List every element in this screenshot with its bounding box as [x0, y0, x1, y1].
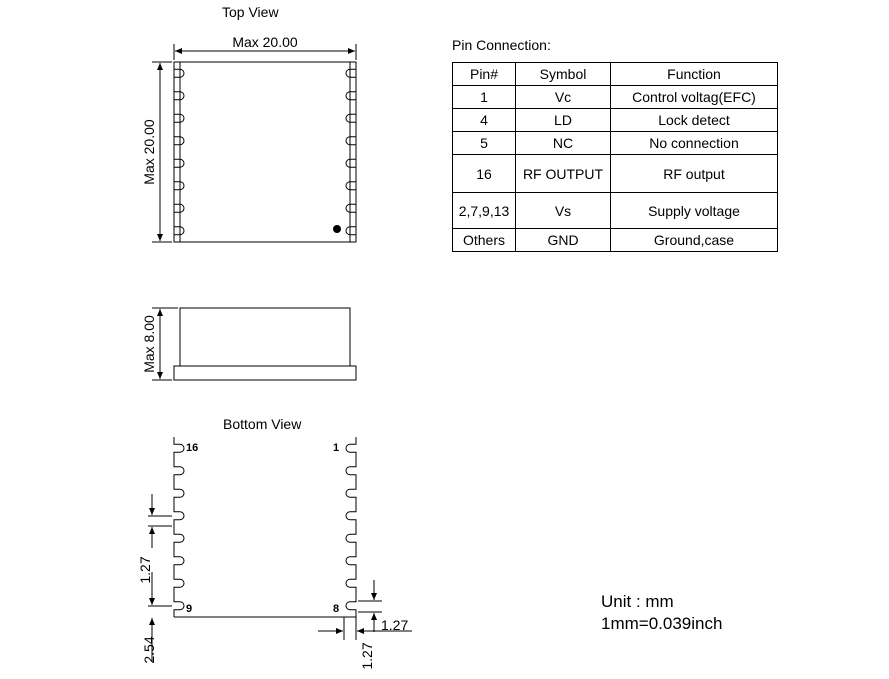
- bottom-view-left-castellations: [174, 437, 184, 617]
- pitch-label: 1.27: [137, 556, 153, 584]
- header-pin: Pin#: [453, 63, 516, 86]
- pitch-dimension: [148, 494, 172, 548]
- header-symbol: Symbol: [516, 63, 611, 86]
- pin1-marker-dot: [333, 225, 341, 233]
- table-row: [453, 132, 778, 155]
- bottom-pin-label-8: 8: [333, 603, 340, 615]
- pad-length-label: 1.27: [381, 617, 409, 633]
- top-view-height-label: Max 20.00: [141, 119, 157, 185]
- function-cell: No connection: [611, 132, 778, 155]
- bottom-view-title: Bottom View: [223, 416, 302, 432]
- symbol-cell: GND: [516, 229, 611, 252]
- symbol-cell: Vc: [516, 86, 611, 109]
- symbol-cell: RF OUTPUT: [516, 155, 611, 193]
- side-view-package: [174, 308, 356, 380]
- pad-width-label: 1.27: [359, 642, 375, 670]
- bottom-view-right-castellations: [346, 437, 356, 617]
- pin-cell: 4: [453, 109, 516, 132]
- table-row: [453, 86, 778, 109]
- symbol-cell: LD: [516, 109, 611, 132]
- table-header-row: [453, 63, 778, 86]
- top-view-width-label: Max 20.00: [232, 34, 298, 50]
- symbol-cell: Vs: [516, 193, 611, 229]
- pin-cell: 2,7,9,13: [453, 193, 516, 229]
- symbol-cell: NC: [516, 132, 611, 155]
- pin-cell: 5: [453, 132, 516, 155]
- pin-cell: Others: [453, 229, 516, 252]
- edge-offset-label: 2.54: [141, 636, 157, 664]
- table-row: [453, 109, 778, 132]
- table-row: [453, 155, 778, 193]
- pin-connection-table: [452, 62, 778, 252]
- header-function: Function: [611, 63, 778, 86]
- bottom-pin-label-9: 9: [186, 603, 193, 615]
- pin-connection-title: Pin Connection:: [452, 37, 551, 53]
- pin-cell: 16: [453, 155, 516, 193]
- top-view-package: [174, 62, 356, 242]
- function-cell: Ground,case: [611, 229, 778, 252]
- function-cell: Lock detect: [611, 109, 778, 132]
- table-row: [453, 229, 778, 252]
- castellation-edge: [346, 437, 356, 617]
- pad-length-dimension: [358, 580, 382, 632]
- bottom-pin-label-16: 16: [186, 442, 199, 454]
- conversion-line: 1mm=0.039inch: [601, 614, 723, 633]
- function-cell: RF output: [611, 155, 778, 193]
- table-row: [453, 193, 778, 229]
- castellation-edge: [174, 437, 184, 617]
- top-view-title: Top View: [222, 4, 279, 20]
- unit-line: Unit : mm: [601, 592, 674, 611]
- unit-note: [601, 591, 722, 635]
- function-cell: Supply voltage: [611, 193, 778, 229]
- function-cell: Control voltag(EFC): [611, 86, 778, 109]
- pin-cell: 1: [453, 86, 516, 109]
- bottom-view-package: [174, 437, 356, 617]
- bottom-pin-label-1: 1: [333, 442, 340, 454]
- side-view-height-label: Max 8.00: [141, 315, 157, 373]
